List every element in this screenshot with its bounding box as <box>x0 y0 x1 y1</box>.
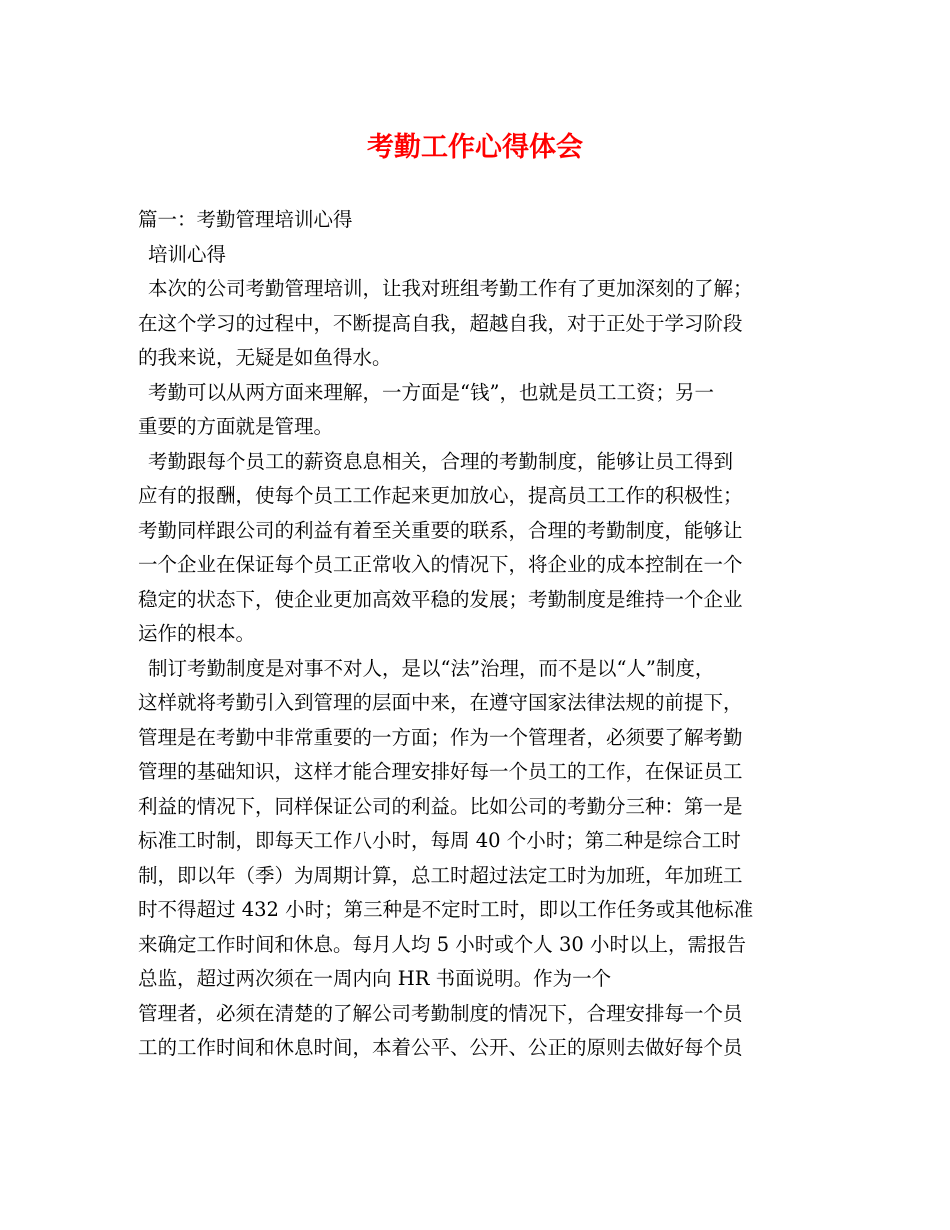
body-line: 考勤同样跟公司的利益有着至关重要的联系，合理的考勤制度，能够让 <box>138 518 743 542</box>
body-line: 的我来说，无疑是如鱼得水。 <box>138 346 392 369</box>
body-line: 重要的方面就是管理。 <box>138 415 334 438</box>
document-body <box>138 203 818 1066</box>
body-line: 管理的基础知识，这样才能合理安排好每一个员工的工作，在保证员工 <box>138 760 743 783</box>
body-line: 管理者，必须在清楚的了解公司考勤制度的情况下，合理安排每一个员 <box>138 1001 743 1025</box>
body-line: 总监，超过两次须在一周内向 HR 书面说明。作为一个 <box>138 967 612 990</box>
body-line: 管理是在考勤中非常重要的一方面；作为一个管理者，必须要了解考勤 <box>138 725 743 749</box>
body-line: 制订考勤制度是对事不对人，是以“法”治理，而不是以“人”制度， <box>148 656 715 680</box>
body-line: 本次的公司考勤管理培训，让我对班组考勤工作有了更加深刻的了解； <box>148 277 753 300</box>
body-line: 这样就将考勤引入到管理的层面中来，在遵守国家法律法规的前提下， <box>138 691 743 714</box>
body-line: 制，即以年（季）为周期计算，总工时超过法定工时为加班，年加班工 <box>138 863 743 887</box>
body-line: 利益的情况下，同样保证公司的利益。比如公司的考勤分三种：第一是 <box>138 794 743 818</box>
body-line: 工的工作时间和休息时间，本着公平、公开、公正的原则去做好每个员 <box>138 1036 743 1059</box>
body-line: 来确定工作时间和休息。每月人均 5 小时或个人 30 小时以上，需报告 <box>138 932 747 956</box>
body-line: 培训心得 <box>148 242 227 266</box>
body-line: 运作的根本。 <box>138 622 256 645</box>
body-line: 稳定的状态下，使企业更加高效平稳的发展；考勤制度是维持一个企业 <box>138 587 743 611</box>
body-line: 考勤跟每个员工的薪资息息相关，合理的考勤制度，能够让员工得到 <box>148 449 734 473</box>
body-line: 考勤可以从两方面来理解，一方面是“钱”，也就是员工工资；另一 <box>148 380 714 404</box>
body-line: 应有的报酬，使每个员工工作起来更加放心，提高员工工作的积极性； <box>138 484 743 507</box>
body-line: 标准工时制，即每天工作八小时，每周 40 个小时；第二种是综合工时 <box>138 829 741 852</box>
body-line: 在这个学习的过程中，不断提高自我，超越自我，对于正处于学习阶段 <box>138 311 743 335</box>
body-line: 时不得超过 432 小时；第三种是不定时工时，即以工作任务或其他标准 <box>138 898 754 921</box>
body-line: 一个企业在保证每个员工正常收入的情况下，将企业的成本控制在一个 <box>138 553 743 576</box>
body-line: 篇一：考勤管理培训心得 <box>138 208 353 231</box>
document-title: 考勤工作心得体会 <box>367 132 583 163</box>
